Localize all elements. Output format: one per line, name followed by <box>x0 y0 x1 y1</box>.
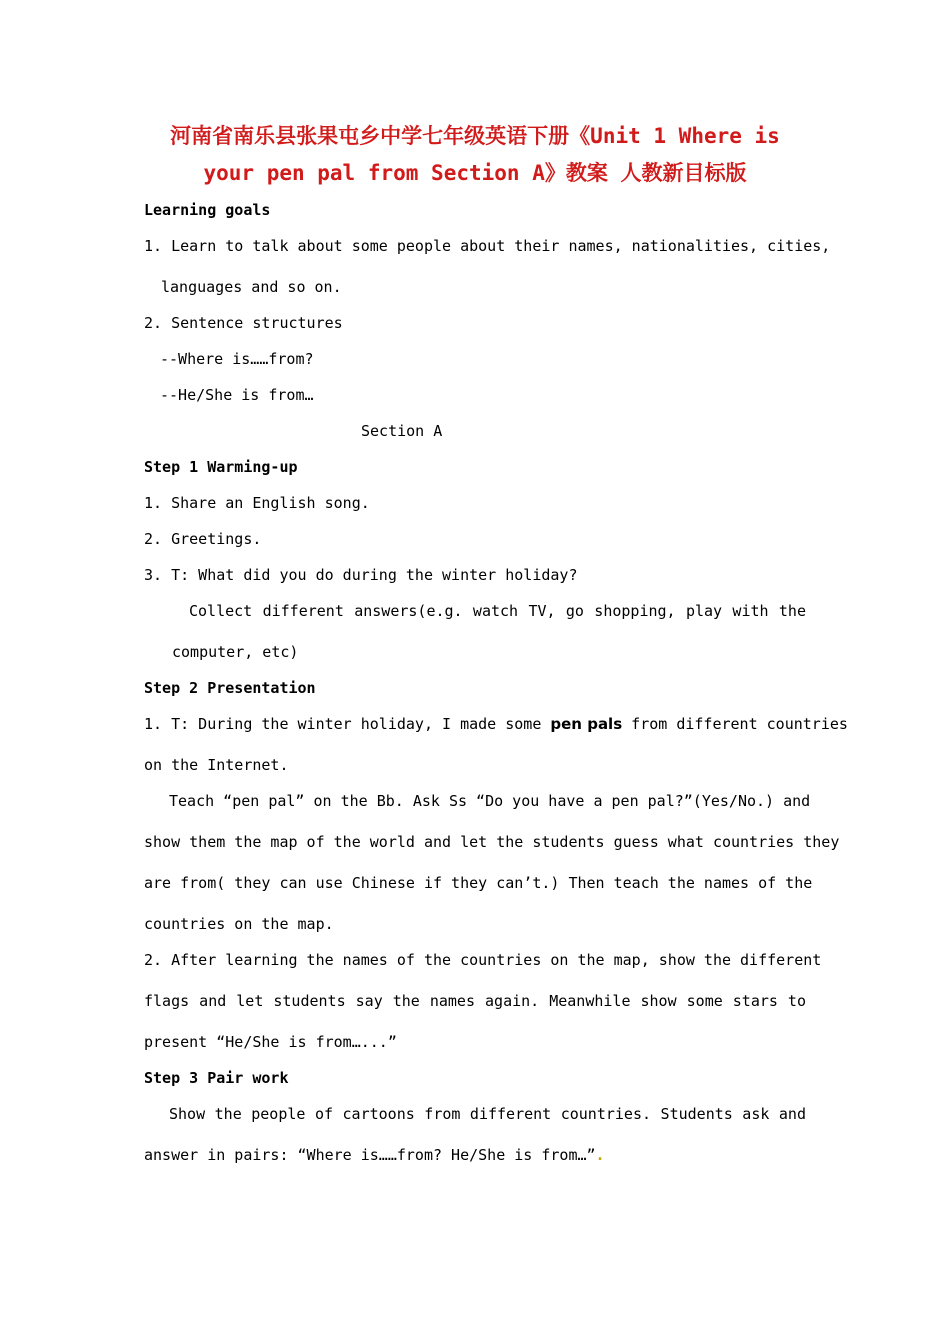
highlight-dot: . <box>595 1146 605 1164</box>
document-title <box>144 118 806 192</box>
step-3-heading: Step 3 Pair work <box>144 1069 289 1087</box>
title-line-1: 河南省南乐县张果屯乡中学七年级英语下册《Unit 1 Where is <box>170 124 780 148</box>
step-2-para-3-line-1: 2. After learning the names of the countries on the map, show the different <box>144 951 822 969</box>
title-line-2: your pen pal from Section A》教案 人教新目标版 <box>203 161 747 185</box>
step-1-heading: Step 1 Warming-up <box>144 458 298 476</box>
step-2-para-2-line-1: Teach “pen pal” on the Bb. Ask Ss “Do you have a pen pal?”(Yes/No.) and <box>169 792 811 810</box>
goal-2: 2. Sentence structures <box>144 314 343 332</box>
step-2-para-1-line-1 <box>144 714 848 734</box>
step-1-item-3: 3. T: What did you do during the winter holiday? <box>144 566 578 584</box>
step-1-item-3-detail-cont: computer, etc) <box>172 643 299 661</box>
step-2-para-3-line-2: flags and let students say the names again. Meanwhile show some stars to <box>144 992 806 1010</box>
step-1-item-3-detail: Collect different answers(e.g. watch TV, go shopping, play with the <box>189 602 806 620</box>
learning-goals-heading: Learning goals <box>144 201 271 219</box>
step-2-para-1-text-end: from different countries <box>622 715 848 733</box>
step-1-item-1: 1. Share an English song. <box>144 494 370 512</box>
section-title: Section A <box>361 422 443 440</box>
step-2-para-1-text: 1. T: During the winter holiday, I made some <box>144 715 551 733</box>
step-2-para-3-line-3: present “He/She is from…...” <box>144 1033 397 1051</box>
step-1-item-2: 2. Greetings. <box>144 530 262 548</box>
step-2-heading: Step 2 Presentation <box>144 679 316 697</box>
step-2-para-2-line-3: are from( they can use Chinese if they can’t.) Then teach the names of the <box>144 874 813 892</box>
pen-pals-keyword: pen pals <box>550 715 623 733</box>
step-3-para-line-2 <box>144 1145 806 1165</box>
goal-1-line-2: languages and so on. <box>161 278 342 296</box>
step-3-para-line-1: Show the people of cartoons from different countries. Students ask and <box>169 1105 806 1123</box>
sentence-structure-2: --He/She is from… <box>160 386 314 404</box>
step-3-para-text: answer in pairs: “Where is……from? He/She is from…” <box>144 1146 596 1164</box>
step-2-para-1-line-2: on the Internet. <box>144 756 289 774</box>
step-2-para-2-line-2: show them the map of the world and let the students guess what countries they <box>144 833 840 851</box>
step-2-para-2-line-4: countries on the map. <box>144 915 334 933</box>
goal-1-line-1: 1. Learn to talk about some people about their names, nationalities, cities, <box>144 237 831 255</box>
sentence-structure-1: --Where is……from? <box>160 350 314 368</box>
